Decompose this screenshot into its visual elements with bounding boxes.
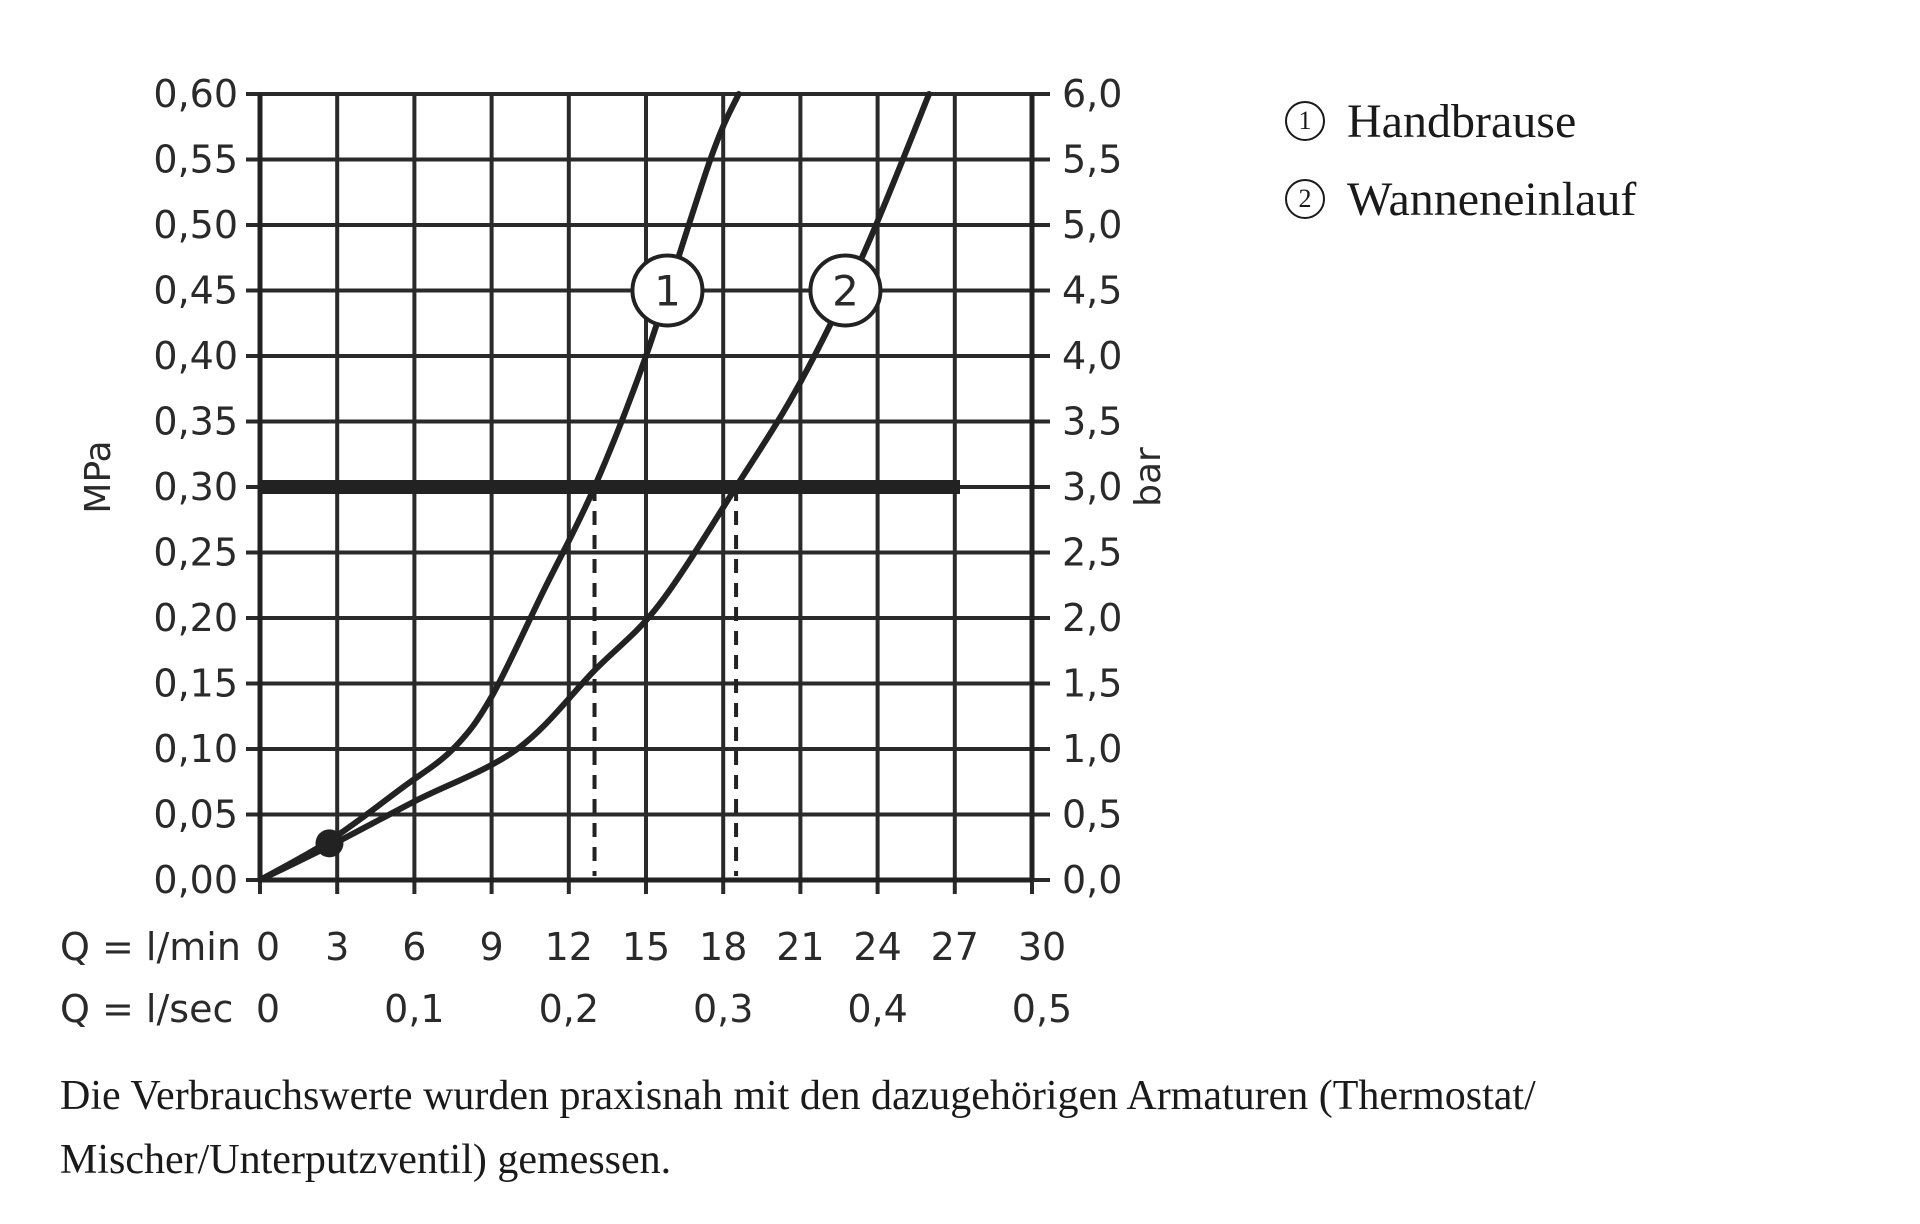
x-tick-label-lpm: 3: [325, 925, 350, 969]
y-right-tick-label: 6,0: [1062, 72, 1123, 116]
x-tick-label-lpm: 15: [621, 925, 671, 969]
x-tick-label-lpm: 18: [699, 925, 748, 969]
y-left-tick-label: 0,55: [153, 137, 238, 182]
x-tick-label-lps: 0,3: [692, 987, 754, 1031]
legend-label-1: Handbrause: [1347, 94, 1577, 148]
x-tick-label-lpm: 21: [776, 925, 825, 969]
x-tick-label-lpm: 27: [930, 925, 979, 969]
y-right-tick-label: 5,0: [1062, 203, 1123, 247]
x-tick-label-lps: 0,1: [384, 987, 445, 1031]
y-right-tick-label: 3,5: [1062, 399, 1123, 444]
x-tick-label-lps: 0: [255, 987, 281, 1031]
y-right-tick-label: 4,5: [1062, 268, 1123, 313]
y-right-tick-label: 4,0: [1062, 334, 1123, 378]
y-left-tick-label: 0,05: [153, 792, 238, 837]
x-tick-label-lpm: 12: [544, 925, 593, 969]
x-tick-label-lps: 0,2: [538, 987, 600, 1031]
x-tick-label-lps: 0,4: [847, 987, 908, 1031]
y-left-tick-label: 0,10: [153, 727, 238, 771]
y-right-tick-label: 0,0: [1062, 858, 1123, 902]
y-left-tick-label: 0,20: [153, 596, 238, 640]
y-left-tick-label: 0,00: [153, 858, 238, 902]
y-right-tick-label: 2,5: [1062, 530, 1123, 575]
footnote: Die Verbrauchswerte wurden praxisnah mit den dazugehörigen Armaturen (Thermostat/ Mischer/Unterputzventil) gemessen.: [60, 1073, 1536, 1183]
y-right-tick-label: 0,5: [1062, 792, 1123, 837]
y-right-tick-label: 1,0: [1062, 727, 1123, 771]
x-tick-label-lps: 0,5: [1011, 987, 1073, 1031]
y-right-axis-title: bar: [1128, 447, 1169, 507]
y-left-tick-label: 0,50: [153, 203, 238, 247]
y-left-axis-title: MPa: [78, 440, 119, 514]
x-axis-title-lpm: Q = l/min: [60, 925, 241, 969]
legend-label-2: Wanneneinlauf: [1347, 172, 1637, 226]
x-tick-label-lpm: 30: [1017, 925, 1067, 969]
y-right-tick-label: 5,5: [1062, 137, 1123, 182]
series-marker-label-1: 1: [654, 266, 681, 316]
y-left-tick-label: 0,60: [153, 72, 238, 116]
y-left-tick-label: 0,25: [153, 530, 238, 575]
y-right-tick-label: 2,0: [1062, 596, 1123, 640]
legend-marker-2: 2: [1285, 179, 1325, 219]
y-left-tick-label: 0,30: [153, 465, 238, 509]
series-marker-label-2: 2: [832, 266, 859, 316]
x-axis-title-lps: Q = l/sec: [60, 987, 234, 1031]
y-right-tick-label: 1,5: [1062, 661, 1123, 706]
x-tick-label-lpm: 24: [853, 925, 902, 969]
legend: [1285, 82, 1636, 238]
y-left-tick-label: 0,45: [153, 268, 238, 313]
legend-marker-1: 1: [1285, 101, 1325, 141]
x-tick-label-lpm: 9: [479, 925, 504, 969]
y-right-tick-label: 3,0: [1062, 465, 1123, 509]
start-point: [315, 829, 343, 857]
y-left-tick-label: 0,40: [153, 334, 238, 378]
x-tick-label-lpm: 6: [402, 925, 427, 969]
legend-item-1: [1285, 82, 1636, 160]
legend-item-2: [1285, 160, 1636, 238]
x-tick-label-lpm: 0: [255, 925, 281, 969]
y-left-tick-label: 0,35: [153, 399, 238, 444]
y-left-tick-label: 0,15: [153, 661, 238, 706]
